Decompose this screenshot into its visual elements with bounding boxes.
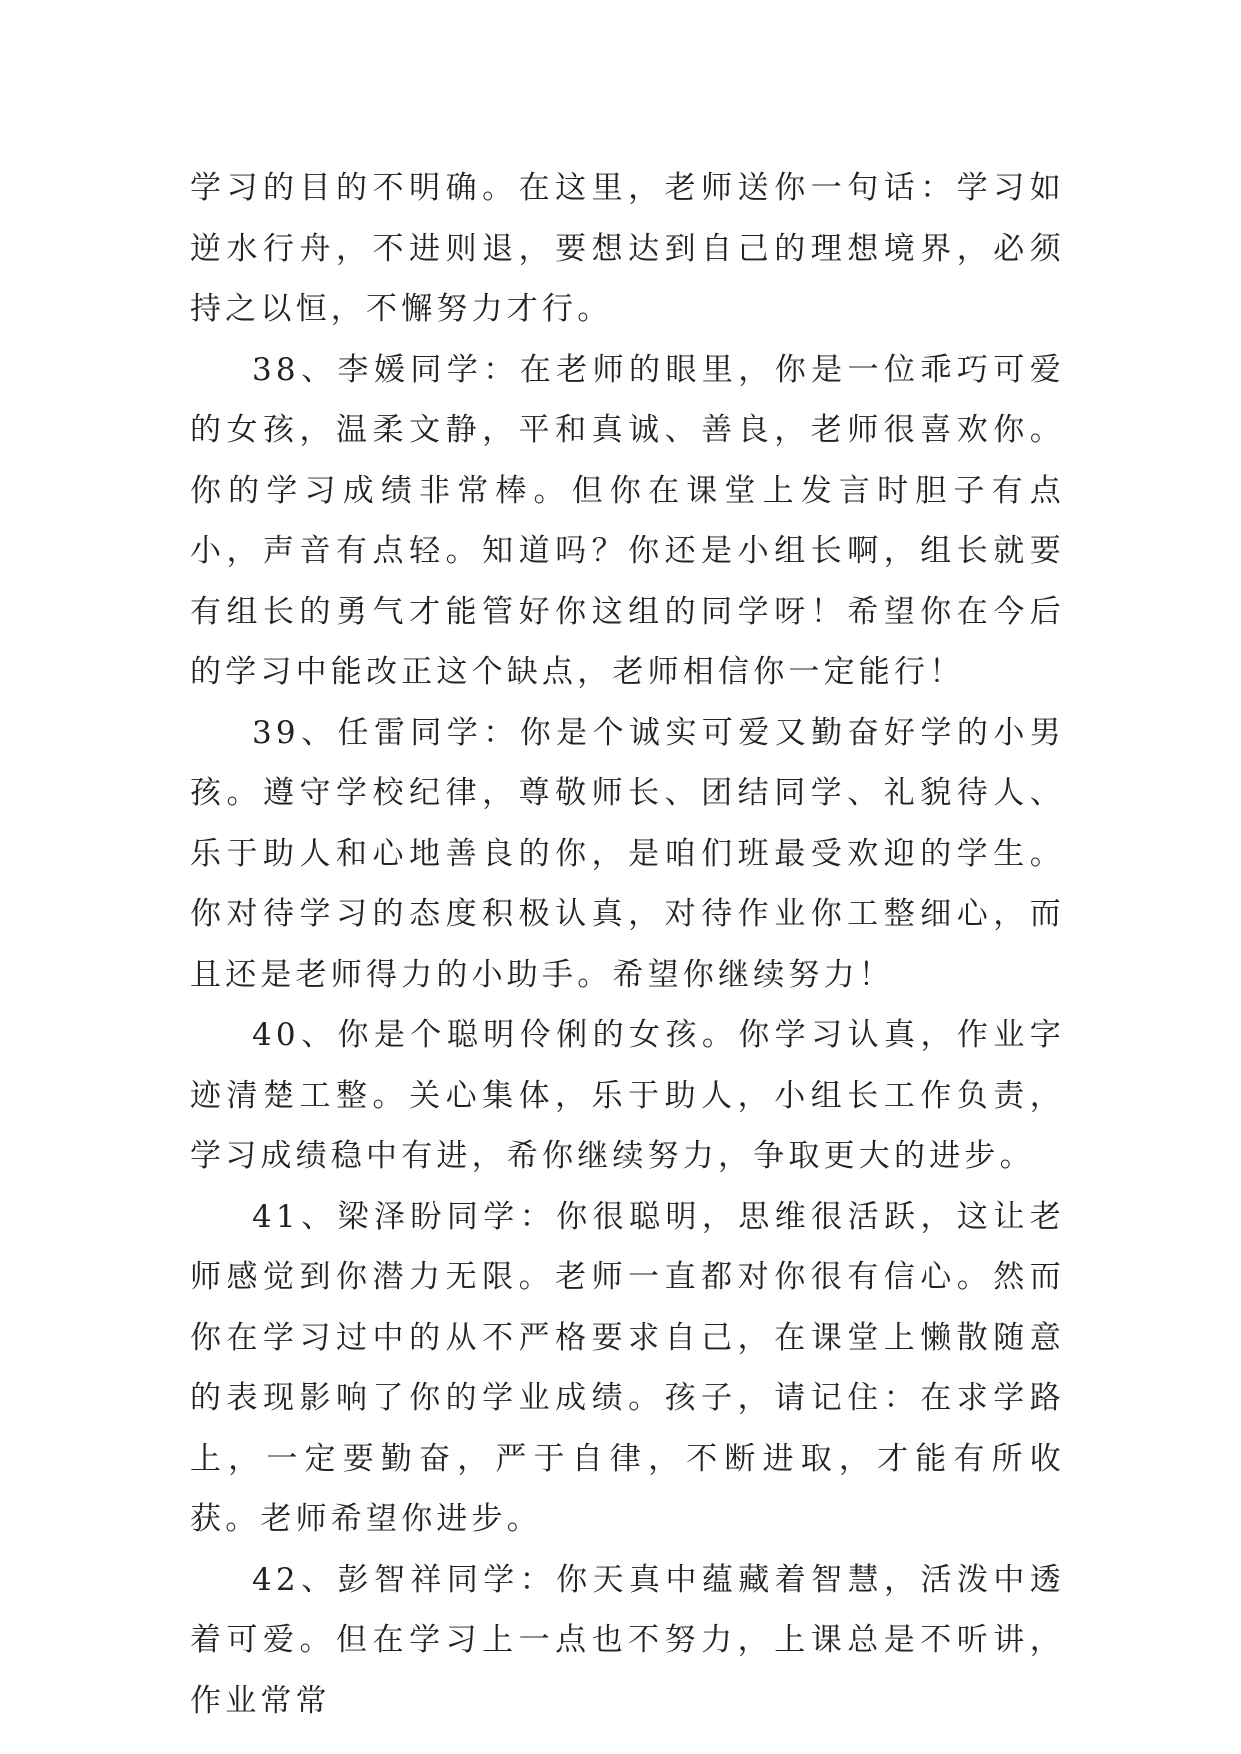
paragraph-comment-41: 41、梁泽盼同学：你很聪明，思维很活跃，这让老师感觉到你潜力无限。老师一直都对你很有信心。然而你在学习过中的从不严格要求自己，在课堂上懒散随意的表现影响了你的学业成绩。孩子，请记住：在求学路上，一定要勤奋，严于自律，不断进取，才能有所收获。老师希望你进步。	[190, 1198, 1065, 1537]
paragraph-comment-40: 40、你是个聪明伶俐的女孩。你学习认真，作业字迹清楚工整。关心集体，乐于助人，小组长工作负责，学习成绩稳中有进，希你继续努力，争取更大的进步。	[190, 1017, 1065, 1174]
paragraph-continuation: 学习的目的不明确。在这里，老师送你一句话：学习如逆水行舟，不进则退，要想达到自己的理想境界，必须持之以恒，不懈努力才行。	[190, 170, 1065, 327]
document-body	[190, 158, 1065, 1731]
paragraph-comment-38: 38、李媛同学：在老师的眼里，你是一位乖巧可爱的女孩，温柔文静，平和真诚、善良，老师很喜欢你。你的学习成绩非常棒。但你在课堂上发言时胆子有点小，声音有点轻。知道吗？你还是小组长啊，组长就要有组长的勇气才能管好你这组的同学呀！希望你在今后的学习中能改正这个缺点，老师相信你一定能行！	[190, 351, 1065, 690]
paragraph-comment-39: 39、任雷同学：你是个诚实可爱又勤奋好学的小男孩。遵守学校纪律，尊敬师长、团结同学、礼貌待人、乐于助人和心地善良的你，是咱们班最受欢迎的学生。你对待学习的态度积极认真，对待作业你工整细心，而且还是老师得力的小助手。希望你继续努力！	[190, 714, 1065, 993]
paragraph-comment-42: 42、彭智祥同学：你天真中蕴藏着智慧，活泼中透着可爱。但在学习上一点也不努力，上课总是不听讲，作业常常	[190, 1561, 1065, 1719]
